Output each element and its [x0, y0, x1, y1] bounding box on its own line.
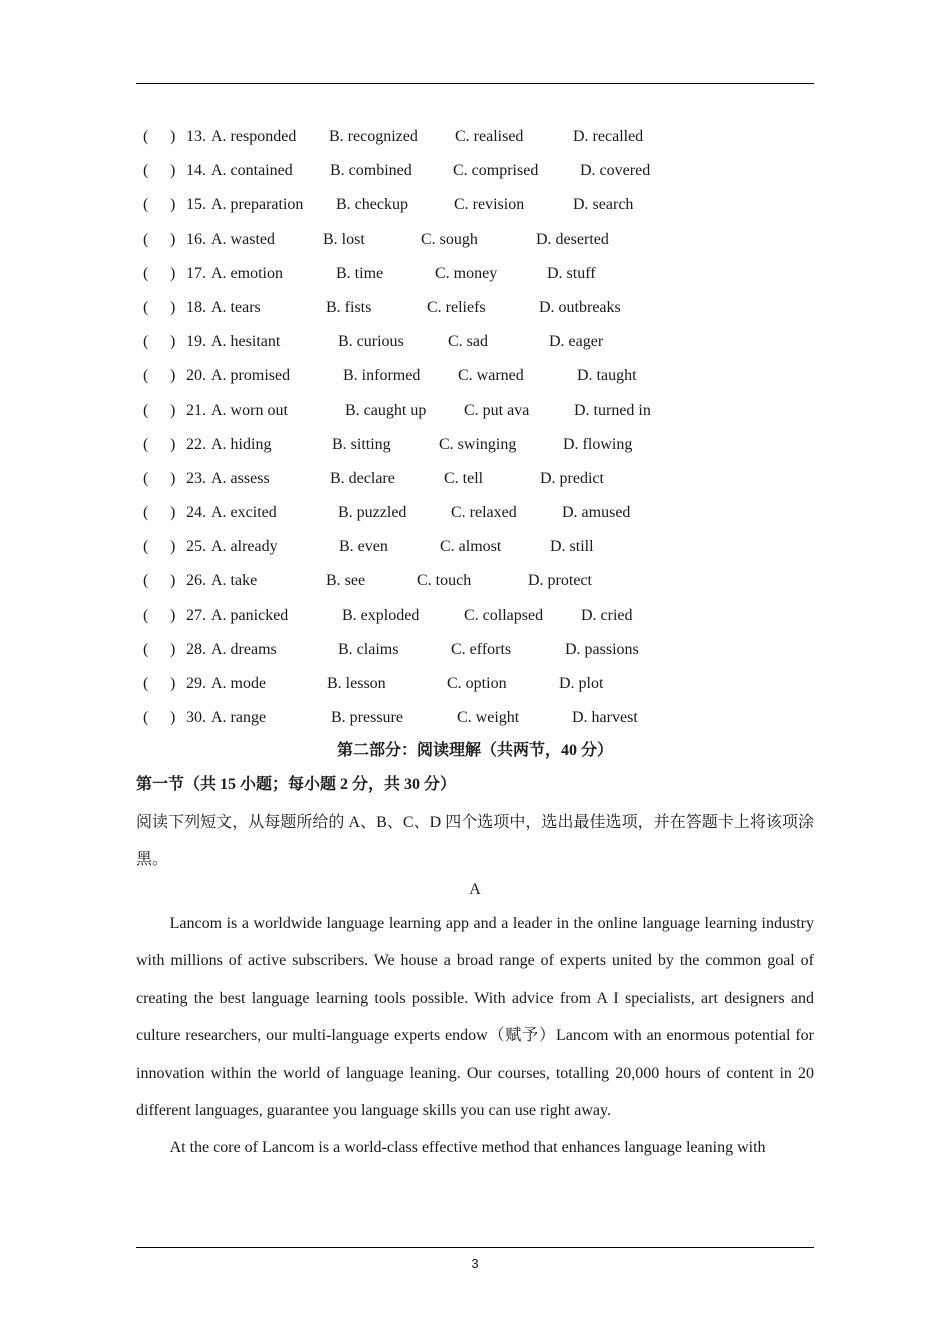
option-d: D. outbreaks — [539, 298, 621, 316]
option-c: C. sough — [421, 230, 478, 248]
question-row — [136, 291, 816, 325]
option-b: B. fists — [326, 298, 372, 316]
option-d: D. harvest — [572, 709, 638, 727]
option-b: B. even — [339, 538, 388, 556]
option-b: B. see — [326, 572, 366, 590]
page-number: 3 — [471, 1256, 479, 1271]
option-a: A. promised — [211, 367, 291, 385]
question-number: 14. — [186, 162, 206, 180]
option-c: C. put ava — [464, 401, 530, 419]
option-c: C. efforts — [451, 640, 512, 658]
option-b: B. pressure — [331, 709, 403, 727]
answer-paren-close: ) — [170, 333, 176, 351]
option-d: D. turned in — [574, 401, 651, 419]
answer-paren-open: ( — [143, 196, 149, 214]
question-row — [136, 564, 816, 598]
option-a: A. take — [211, 572, 258, 590]
answer-paren-open: ( — [143, 162, 149, 180]
answer-paren-open: ( — [143, 606, 149, 624]
section-title: 第二部分：阅读理解（共两节，40 分） — [336, 742, 613, 759]
answer-paren-close: ) — [170, 298, 176, 316]
question-number: 19. — [186, 333, 206, 351]
answer-paren-close: ) — [170, 230, 176, 248]
passage — [136, 905, 814, 1167]
answer-paren-open: ( — [143, 264, 149, 282]
answer-paren-open: ( — [143, 709, 149, 727]
option-b: B. checkup — [336, 196, 408, 214]
question-number: 15. — [186, 196, 206, 214]
answer-paren-close: ) — [170, 469, 176, 487]
instructions: 阅读下列短文，从每题所给的 A、B、C、D 四个选项中，选出最佳选项，并在答题卡上将该项涂黑。 — [136, 814, 814, 868]
option-d: D. protect — [528, 572, 592, 590]
question-row — [136, 667, 816, 701]
answer-paren-open: ( — [143, 435, 149, 453]
option-d: D. covered — [580, 162, 651, 180]
passage-paragraph: Lancom is a worldwide language learning app and a leader in the online language learning industry with millions of active subscribers. We house a broad range of experts united by the common goal of creating the best language learning tools possible. With advice from A I specialists, art designers and culture researchers, our multi-language experts endow（赋予）Lancom with an enormous potential for innovation within the world of language leaning. Our courses, totalling 20,000 hours of content in 20 different languages, guarantee you language skills you can use right away. — [136, 915, 814, 1120]
question-number: 16. — [186, 230, 206, 248]
question-row — [136, 325, 816, 359]
option-b: B. exploded — [342, 606, 420, 624]
answer-paren-close: ) — [170, 367, 176, 385]
option-d: D. cried — [581, 606, 633, 624]
option-c: C. sad — [448, 333, 488, 351]
question-row — [136, 154, 816, 188]
option-a: A. responded — [211, 128, 297, 145]
answer-paren-close: ) — [170, 128, 176, 145]
option-a: A. emotion — [211, 264, 283, 282]
option-b: B. lesson — [327, 675, 386, 692]
question-row — [136, 120, 816, 154]
option-c: C. collapsed — [464, 606, 544, 624]
answer-paren-open: ( — [143, 367, 149, 385]
option-b: B. time — [336, 264, 384, 282]
option-d: D. eager — [549, 333, 604, 351]
option-a: A. already — [211, 538, 278, 556]
option-d: D. plot — [559, 675, 604, 692]
question-row — [136, 428, 816, 462]
option-b: B. claims — [338, 640, 399, 658]
question-row — [136, 223, 816, 257]
option-c: C. relaxed — [451, 504, 517, 522]
answer-paren-close: ) — [170, 709, 176, 727]
question-list — [136, 120, 816, 735]
answer-paren-close: ) — [170, 162, 176, 180]
question-number: 29. — [186, 675, 206, 692]
option-a: A. worn out — [211, 401, 288, 419]
option-c: C. swinging — [439, 435, 517, 453]
option-a: A. range — [211, 709, 267, 727]
question-number: 18. — [186, 298, 206, 316]
option-d: D. deserted — [536, 230, 609, 248]
answer-paren-close: ) — [170, 196, 176, 214]
question-number: 21. — [186, 401, 206, 419]
option-d: D. recalled — [573, 128, 644, 145]
passage-paragraph: At the core of Lancom is a world-class effective method that enhances language leaning with — [169, 1139, 766, 1157]
question-number: 23. — [186, 469, 206, 487]
answer-paren-open: ( — [143, 298, 149, 316]
option-c: C. revision — [454, 196, 525, 214]
question-number: 28. — [186, 640, 206, 658]
option-a: A. wasted — [211, 230, 275, 248]
option-a: A. excited — [211, 504, 277, 522]
option-d: D. predict — [540, 469, 604, 487]
answer-paren-close: ) — [170, 572, 176, 590]
option-a: A. tears — [211, 298, 261, 316]
question-number: 26. — [186, 572, 206, 590]
answer-paren-close: ) — [170, 435, 176, 453]
question-row — [136, 633, 816, 667]
option-d: D. taught — [577, 367, 637, 385]
question-number: 22. — [186, 435, 206, 453]
question-row — [136, 496, 816, 530]
option-c: C. warned — [458, 367, 524, 385]
option-a: A. assess — [211, 469, 270, 487]
question-row — [136, 530, 816, 564]
answer-paren-open: ( — [143, 675, 149, 692]
question-number: 20. — [186, 367, 206, 385]
option-b: B. recognized — [329, 128, 418, 145]
option-c: C. weight — [457, 709, 520, 727]
answer-paren-open: ( — [143, 230, 149, 248]
option-a: A. preparation — [211, 196, 304, 214]
question-row — [136, 188, 816, 222]
question-row — [136, 257, 816, 291]
answer-paren-close: ) — [170, 264, 176, 282]
answer-paren-close: ) — [170, 504, 176, 522]
question-number: 27. — [186, 606, 206, 624]
option-a: A. dreams — [211, 640, 277, 658]
option-a: A. hiding — [211, 435, 272, 453]
option-a: A. mode — [211, 675, 267, 692]
answer-paren-open: ( — [143, 504, 149, 522]
option-d: D. stuff — [547, 264, 596, 282]
answer-paren-open: ( — [143, 333, 149, 351]
option-a: A. contained — [211, 162, 293, 180]
option-a: A. panicked — [211, 606, 289, 624]
answer-paren-open: ( — [143, 538, 149, 556]
question-row — [136, 599, 816, 633]
question-number: 24. — [186, 504, 206, 522]
passage-label: A — [469, 881, 481, 898]
option-b: B. caught up — [345, 401, 427, 419]
option-b: B. sitting — [332, 435, 391, 453]
header-rule — [136, 83, 814, 84]
question-number: 17. — [186, 264, 206, 282]
answer-paren-close: ) — [170, 640, 176, 658]
answer-paren-open: ( — [143, 640, 149, 658]
option-c: C. touch — [417, 572, 472, 590]
answer-paren-open: ( — [143, 128, 149, 145]
question-row — [136, 359, 816, 393]
option-b: B. puzzled — [338, 504, 407, 522]
option-c: C. realised — [455, 128, 524, 145]
answer-paren-close: ) — [170, 606, 176, 624]
answer-paren-close: ) — [170, 538, 176, 556]
answer-paren-open: ( — [143, 401, 149, 419]
option-c: C. tell — [444, 469, 484, 487]
answer-paren-close: ) — [170, 401, 176, 419]
question-row — [136, 701, 816, 735]
option-b: B. lost — [323, 230, 365, 248]
subsection-title: 第一节（共 15 小题；每小题 2 分，共 30 分） — [136, 776, 457, 793]
option-b: B. curious — [338, 333, 404, 351]
question-row — [136, 462, 816, 496]
answer-paren-open: ( — [143, 469, 149, 487]
answer-paren-close: ) — [170, 675, 176, 692]
option-d: D. amused — [562, 504, 631, 522]
question-number: 13. — [186, 128, 206, 145]
answer-paren-open: ( — [143, 572, 149, 590]
option-a: A. hesitant — [211, 333, 281, 351]
option-c: C. almost — [440, 538, 502, 556]
option-b: B. combined — [330, 162, 412, 180]
option-c: C. option — [447, 675, 507, 692]
option-d: D. search — [573, 196, 634, 214]
option-b: B. informed — [343, 367, 421, 385]
question-number: 30. — [186, 709, 206, 727]
option-c: C. reliefs — [427, 298, 486, 316]
option-c: C. money — [435, 264, 498, 282]
question-number: 25. — [186, 538, 206, 556]
option-c: C. comprised — [453, 162, 539, 180]
question-row — [136, 394, 816, 428]
footer-rule — [136, 1247, 814, 1248]
option-d: D. still — [550, 538, 594, 556]
option-d: D. passions — [565, 640, 639, 658]
option-b: B. declare — [330, 469, 395, 487]
option-d: D. flowing — [563, 435, 633, 453]
